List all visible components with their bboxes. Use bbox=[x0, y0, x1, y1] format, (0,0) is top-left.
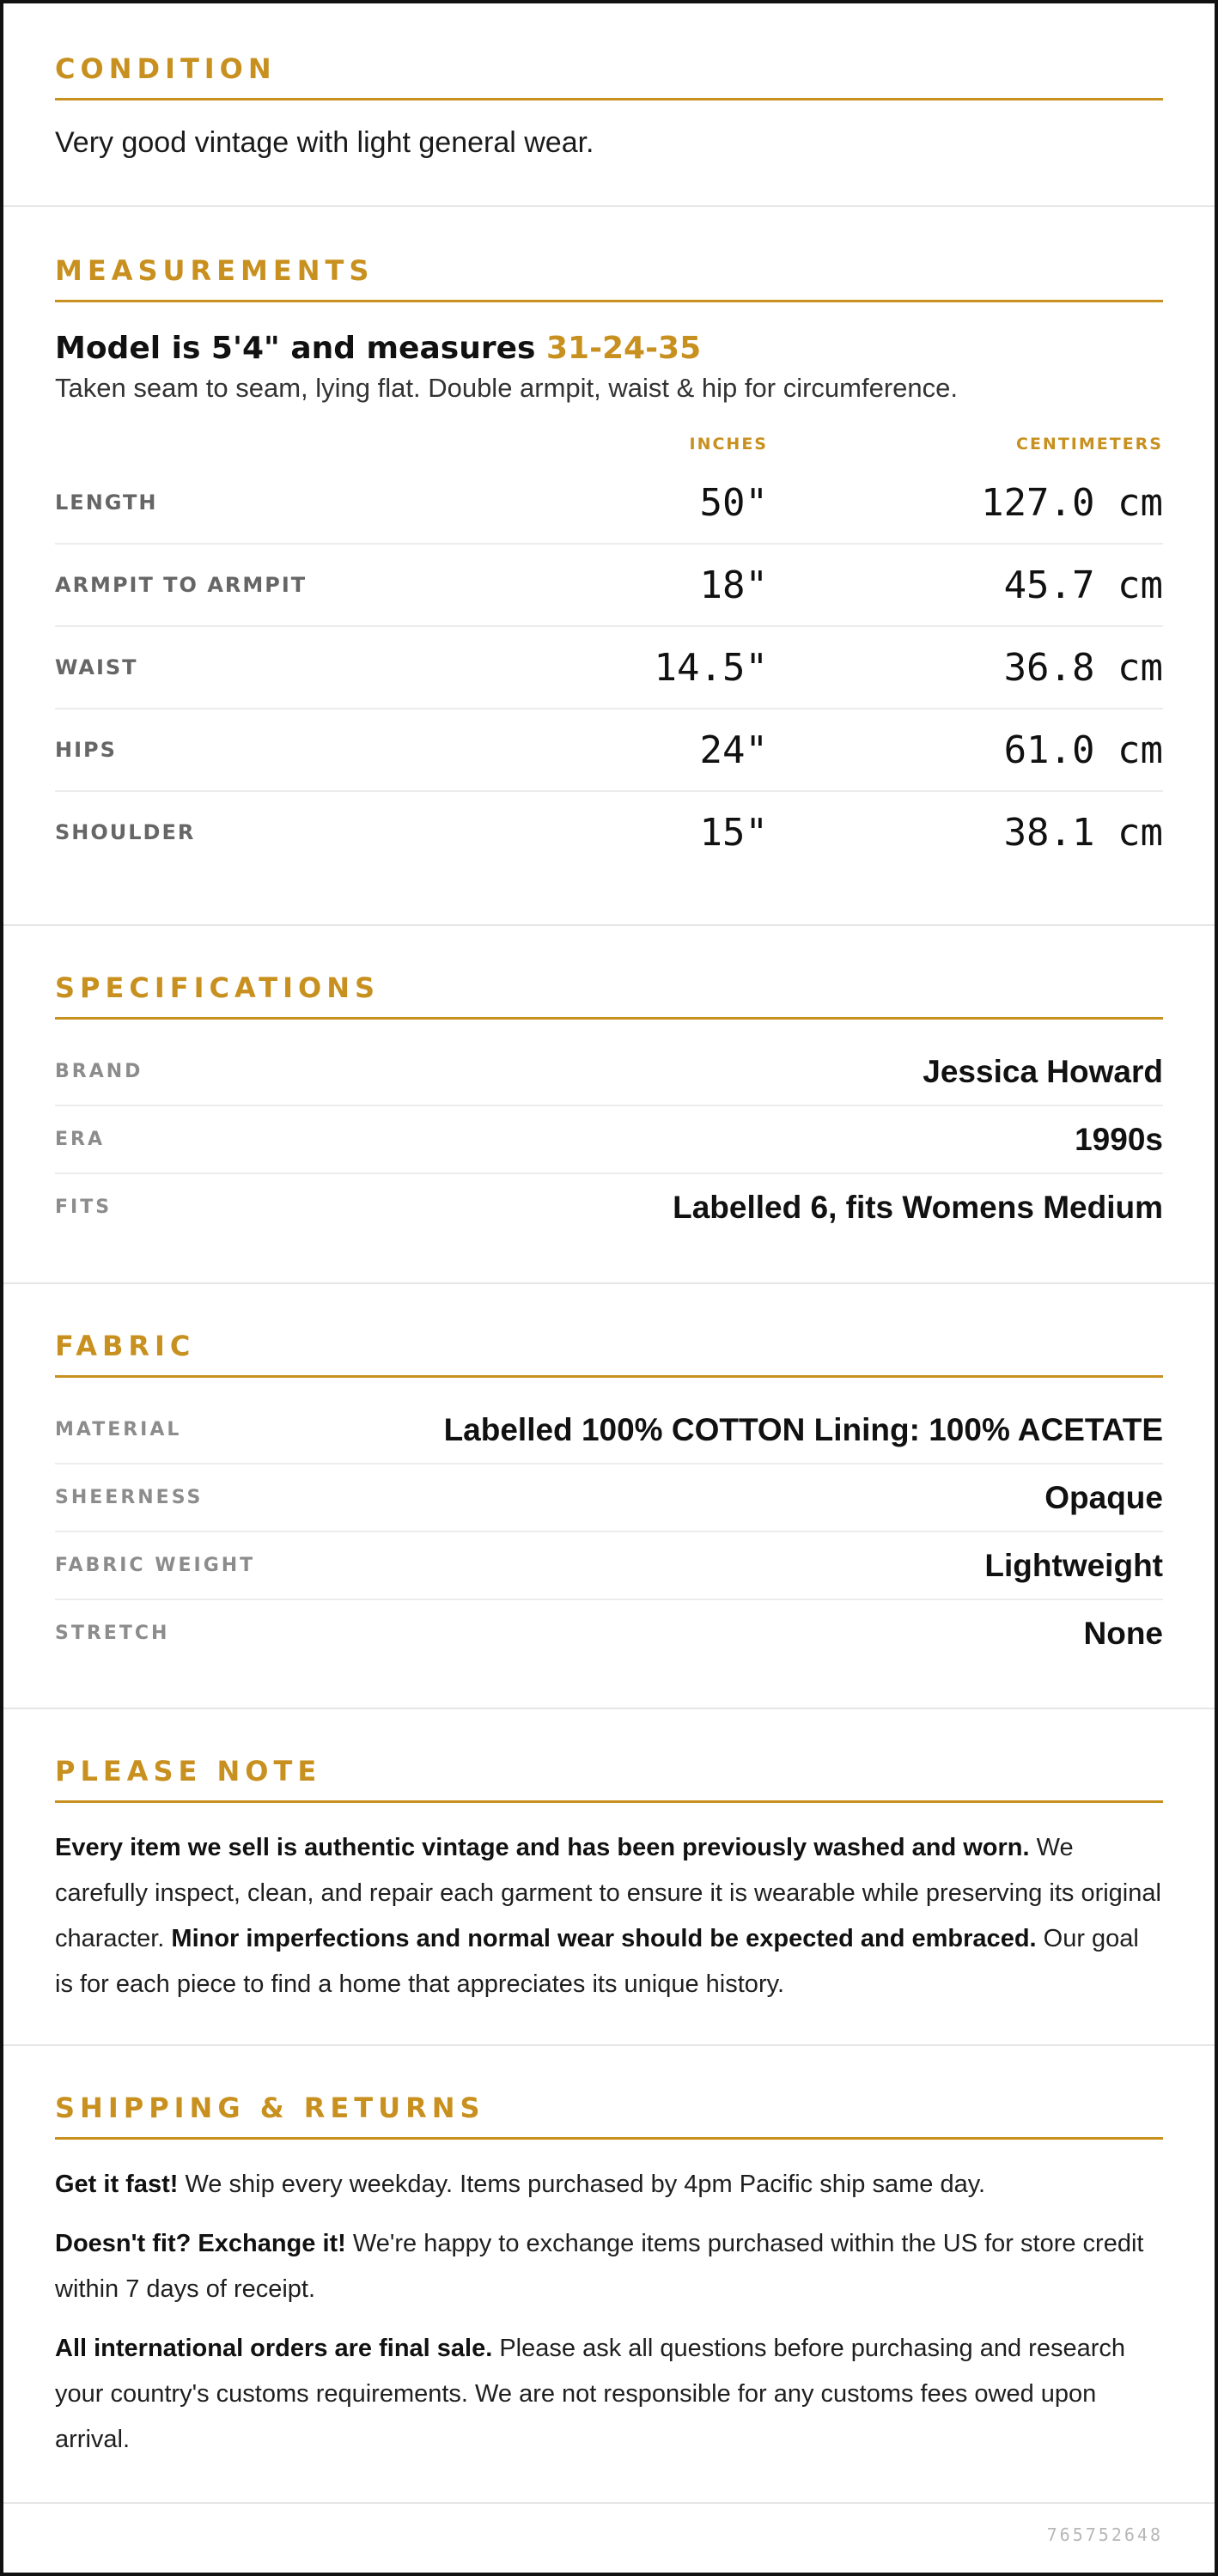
please-note-text bbox=[55, 1825, 1163, 2007]
fabric-label: STRETCH bbox=[55, 1623, 170, 1644]
measurements-heading: MEASUREMENTS bbox=[55, 252, 1163, 302]
measurement-note: Taken seam to seam, lying flat. Double armpit, waist & hip for circumference. bbox=[55, 373, 958, 403]
measurement-cm: 45.7 cm bbox=[1003, 563, 1163, 607]
column-header-inches: INCHES bbox=[689, 435, 768, 454]
fabric-value: Labelled 100% COTTON Lining: 100% ACETATE bbox=[443, 1411, 1163, 1447]
spec-row bbox=[55, 1106, 1163, 1174]
note-bold-2: Minor imperfections and normal wear should be expected and embraced. bbox=[171, 1925, 1037, 1952]
spec-row bbox=[55, 1174, 1163, 1240]
please-note-heading: PLEASE NOTE bbox=[55, 1752, 1163, 1803]
fabric-label: FABRIC WEIGHT bbox=[55, 1555, 256, 1576]
fabric-value: None bbox=[1083, 1615, 1163, 1651]
specifications-list bbox=[55, 1038, 1163, 1240]
measurement-table bbox=[55, 462, 1163, 873]
measurement-row bbox=[55, 545, 1163, 627]
measurement-row bbox=[55, 792, 1163, 873]
measurement-cm: 38.1 cm bbox=[1003, 810, 1163, 855]
note-text-1: We carefully inspect, clean, and repair each garment to ensure it is wearable while preserving its original character. bbox=[55, 1834, 1161, 1952]
measurement-table-header bbox=[55, 431, 1163, 457]
model-prefix: Model is 5'4" and measures bbox=[55, 331, 546, 366]
measurement-label: SHOULDER bbox=[55, 820, 196, 844]
measurement-cm: 36.8 cm bbox=[1003, 645, 1163, 690]
international-bold: All international orders are final sale. bbox=[55, 2335, 493, 2362]
condition-heading: CONDITION bbox=[55, 50, 1163, 100]
measurement-inches: 50" bbox=[699, 480, 768, 525]
measurement-row bbox=[55, 462, 1163, 545]
note-text-2: Our goal is for each piece to find a home that appreciates its unique history. bbox=[55, 1925, 1139, 1998]
exchange-paragraph bbox=[55, 2221, 1163, 2312]
measurement-label: WAIST bbox=[55, 655, 138, 679]
international-text: Please ask all questions before purchasing and research your country's customs requirements. We are not responsible for any customs fees owed upon arrival. bbox=[55, 2335, 1126, 2453]
condition-text: Very good vintage with light general wear. bbox=[55, 126, 594, 159]
fabric-row bbox=[55, 1465, 1163, 1532]
model-measures-value: 31-24-35 bbox=[545, 331, 702, 366]
shipping-returns-section bbox=[3, 2046, 1215, 2504]
measurements-section bbox=[3, 207, 1215, 926]
measurement-row bbox=[55, 709, 1163, 792]
fabric-label: MATERIAL bbox=[55, 1419, 182, 1440]
measurement-label: LENGTH bbox=[55, 490, 158, 515]
spec-label: ERA bbox=[55, 1129, 105, 1150]
fabric-value: Opaque bbox=[1044, 1479, 1163, 1515]
fabric-value: Lightweight bbox=[984, 1547, 1163, 1583]
fabric-row bbox=[55, 1397, 1163, 1465]
exchange-text: We're happy to exchange items purchased within the US for store credit within 7 days of receipt. bbox=[55, 2230, 1144, 2303]
measurement-inches: 14.5" bbox=[654, 645, 768, 690]
measurement-inches: 24" bbox=[699, 728, 768, 772]
item-id: 765752648 bbox=[1046, 2524, 1163, 2545]
spec-label: BRAND bbox=[55, 1061, 143, 1082]
international-paragraph bbox=[55, 2326, 1163, 2463]
measurement-inches: 18" bbox=[699, 563, 768, 607]
specifications-section bbox=[3, 926, 1215, 1284]
spec-value: Jessica Howard bbox=[923, 1053, 1163, 1089]
note-bold-1: Every item we sell is authentic vintage and has been previously washed and worn. bbox=[55, 1834, 1030, 1861]
spec-label: FITS bbox=[55, 1197, 113, 1218]
fabric-row bbox=[55, 1600, 1163, 1666]
shipping-returns-heading: SHIPPING & RETURNS bbox=[55, 2089, 1163, 2140]
model-measurements bbox=[55, 330, 1163, 368]
measurement-label: HIPS bbox=[55, 738, 117, 762]
fabric-list bbox=[55, 1397, 1163, 1666]
measurement-cm: 127.0 cm bbox=[981, 480, 1163, 525]
condition-section bbox=[3, 3, 1215, 207]
shipping-text: We ship every weekday. Items purchased by 4pm Pacific ship same day. bbox=[178, 2171, 986, 2198]
exchange-bold: Doesn't fit? Exchange it! bbox=[55, 2230, 346, 2257]
fabric-row bbox=[55, 1532, 1163, 1600]
measurement-cm: 61.0 cm bbox=[1003, 728, 1163, 772]
column-header-centimeters: CENTIMETERS bbox=[1016, 435, 1163, 454]
measurement-label: ARMPIT TO ARMPIT bbox=[55, 573, 308, 597]
shipping-paragraph bbox=[55, 2162, 1163, 2208]
spec-value: 1990s bbox=[1075, 1121, 1163, 1157]
shipping-bold: Get it fast! bbox=[55, 2171, 179, 2198]
shipping-returns-text bbox=[55, 2162, 1163, 2463]
measurement-inches: 15" bbox=[699, 810, 768, 855]
footer bbox=[3, 2504, 1215, 2573]
fabric-label: SHEERNESS bbox=[55, 1487, 204, 1508]
measurement-row bbox=[55, 627, 1163, 709]
spec-value: Labelled 6, fits Womens Medium bbox=[673, 1189, 1163, 1225]
please-note-section bbox=[3, 1709, 1215, 2046]
spec-row bbox=[55, 1038, 1163, 1106]
fabric-heading: FABRIC bbox=[55, 1327, 1163, 1378]
fabric-section bbox=[3, 1284, 1215, 1709]
specifications-heading: SPECIFICATIONS bbox=[55, 969, 1163, 1020]
